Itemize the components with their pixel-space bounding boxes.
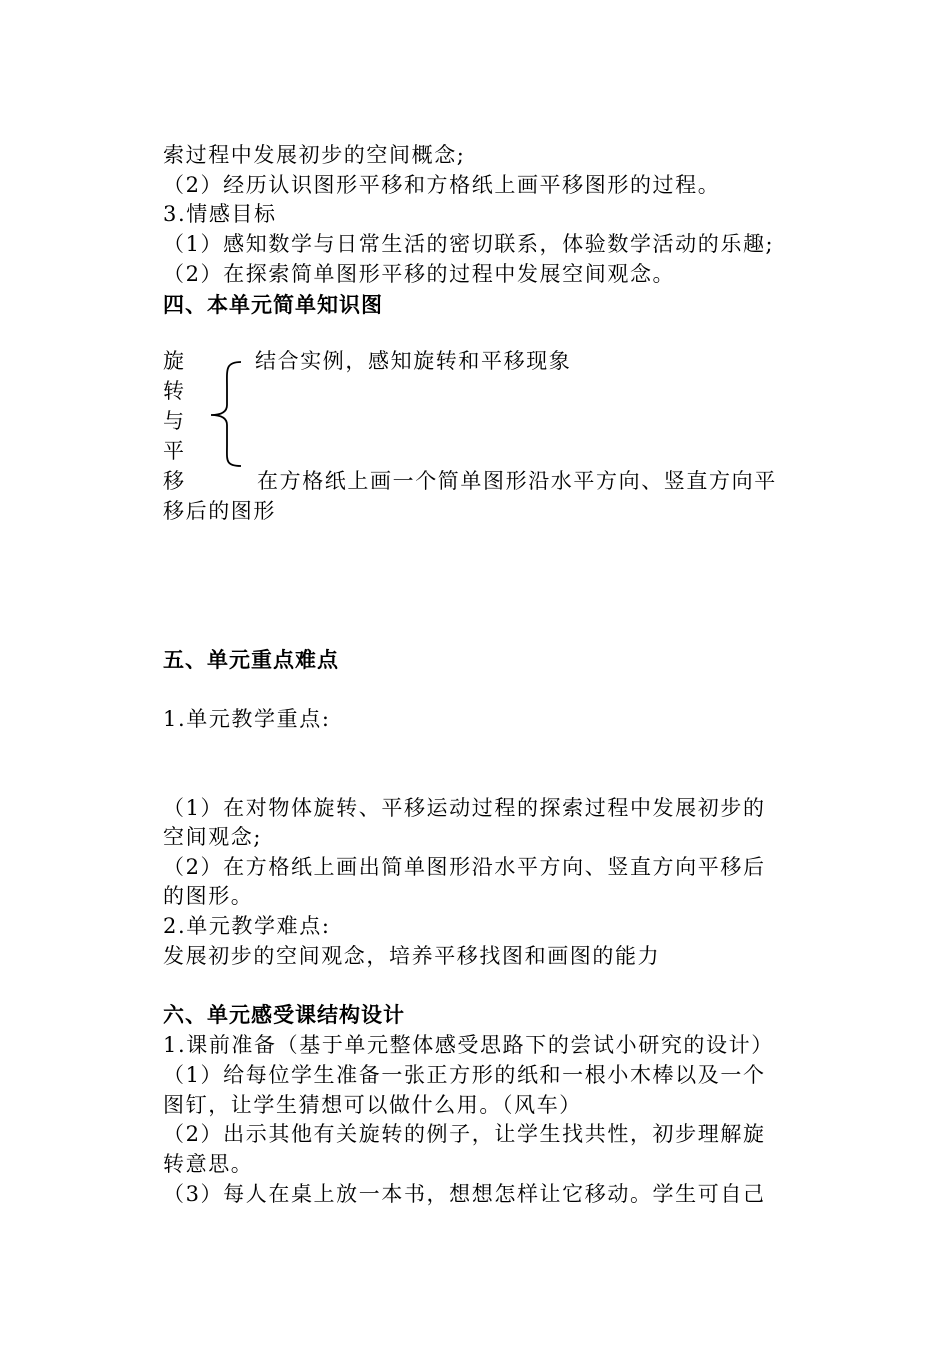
diagram-root-char: 移 (163, 469, 184, 493)
list-item-cont: 的图形。 (163, 884, 254, 908)
subheading: 1.课前准备（基于单元整体感受思路下的尝试小研究的设计） (163, 1033, 774, 1057)
list-item: （1）感知数学与日常生活的密切联系，体验数学活动的乐趣; (163, 232, 775, 256)
diagram-branch: 在方格纸上画一个简单图形沿水平方向、竖直方向平 (257, 469, 777, 493)
subheading: 2.单元教学难点: (163, 914, 331, 938)
section-heading: 六、单元感受课结构设计 (163, 1002, 405, 1027)
section-heading: 五、单元重点难点 (163, 647, 339, 672)
list-item: （1）在对物体旋转、平移运动过程的探索过程中发展初步的 (163, 796, 766, 820)
list-item: （1）给每位学生准备一张正方形的纸和一根小木棒以及一个 (163, 1063, 766, 1087)
list-item-cont: 图钉，让学生猜想可以做什么用。（风车） (163, 1093, 582, 1117)
list-item-cont: 空间观念; (163, 825, 263, 849)
list-item: （2）出示其他有关旋转的例子，让学生找共性，初步理解旋 (163, 1122, 766, 1146)
list-item: （2）在探索简单图形平移的过程中发展空间观念。 (163, 262, 676, 286)
text-line: 发展初步的空间观念，培养平移找图和画图的能力 (163, 944, 661, 968)
list-item: （2）在方格纸上画出简单图形沿水平方向、竖直方向平移后 (163, 855, 766, 879)
section-heading: 四、本单元简单知识图 (163, 292, 383, 317)
text-line: 索过程中发展初步的空间概念; (163, 143, 466, 167)
diagram-root-char: 转 (163, 379, 184, 403)
diagram-root-char: 旋 (163, 349, 184, 373)
subheading: 1.单元教学重点: (163, 707, 331, 731)
subheading: 3.情感目标 (163, 202, 277, 226)
diagram-branch-cont: 移后的图形 (163, 499, 276, 523)
diagram-root-char: 平 (163, 439, 184, 463)
list-item: （3）每人在桌上放一本书，想想怎样让它移动。学生可自己 (163, 1182, 766, 1206)
list-item-cont: 转意思。 (163, 1152, 254, 1176)
brace-icon (205, 360, 245, 470)
diagram-root-char: 与 (163, 409, 184, 433)
text-line: （2）经历认识图形平移和方格纸上画平移图形的过程。 (163, 173, 721, 197)
diagram-branch: 结合实例，感知旋转和平移现象 (255, 349, 572, 373)
